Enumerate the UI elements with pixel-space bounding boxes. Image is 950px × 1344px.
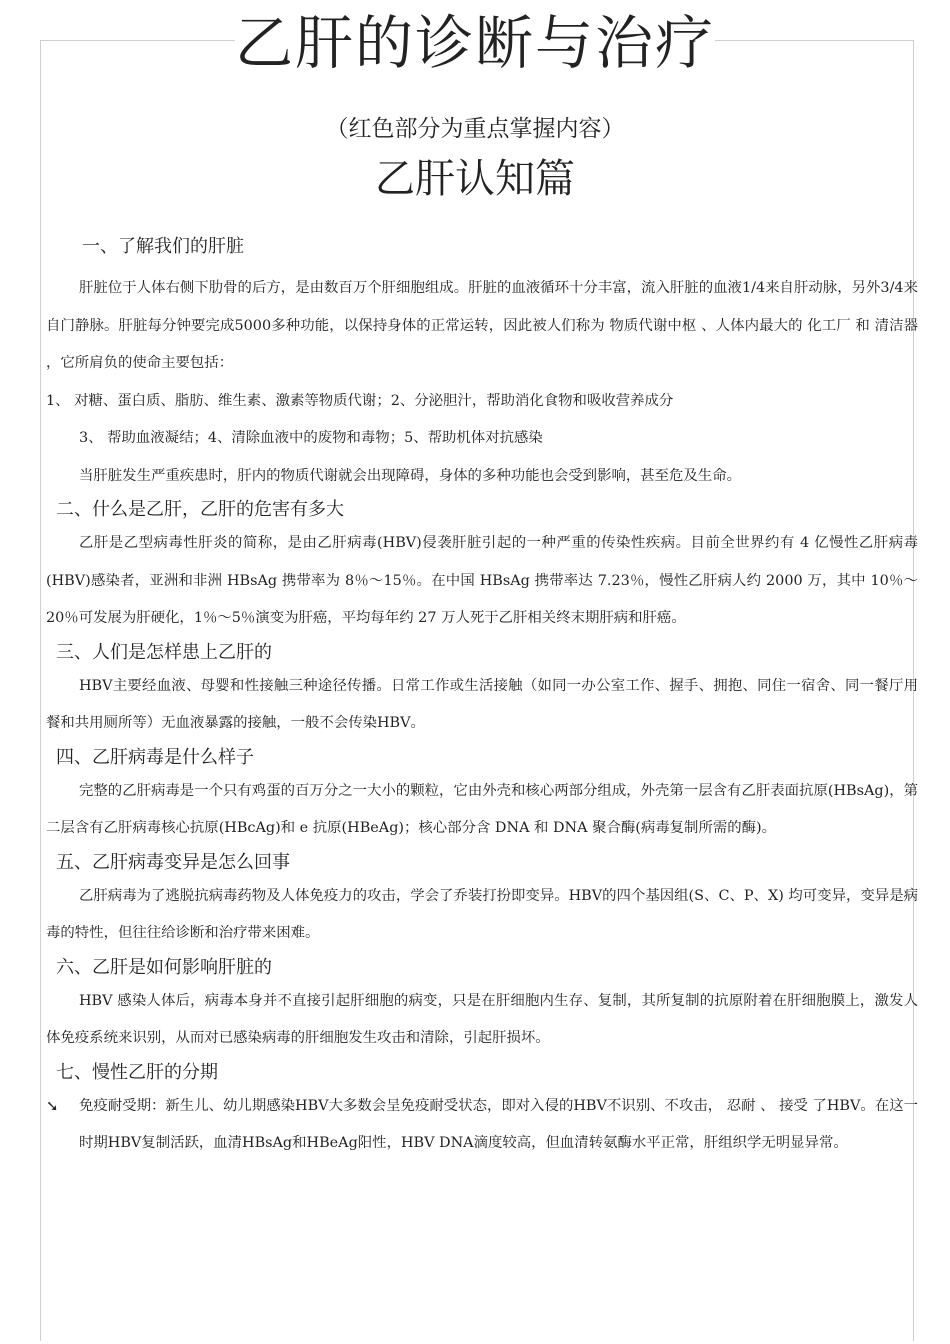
paragraph: 肝脏位于人体右侧下肋骨的后方，是由数百万个肝细胞组成。肝脏的血液循环十分丰富，流入肝脏的血液1/4来自肝动脉，另外3/4来自门静脉。肝脏每分钟要完成5000多种功能，以保持身体的正常运转，因此被人们称为 物质代谢中枢 、人体内最大的 化工厂 和 清洁器 ，它所肩负的使命主要包括： xyxy=(46,280,918,371)
section-transmission xyxy=(46,638,918,743)
paragraph: HBV 感染人体后，病毒本身并不直接引起肝细胞的病变，只是在肝细胞内生存、复制，其所复制的抗原附着在肝细胞膜上，激发人体免疫系统来识别，从而对已感染病毒的肝细胞发生攻击和清除，引起肝损坏。 xyxy=(46,992,918,1046)
paragraph: 3、 帮助血液凝结；4、清除血液中的废物和毒物；5、帮助机体对抗感染 xyxy=(79,430,543,446)
section-heading: 一、了解我们的肝脏 xyxy=(82,236,244,257)
section-stages xyxy=(46,1058,918,1163)
section-heading: 三、人们是怎样患上乙肝的 xyxy=(56,641,272,663)
section-title: 乙肝认知篇 xyxy=(375,156,575,202)
section-mutation xyxy=(46,848,918,953)
paragraph: 当肝脏发生严重疾患时，肝内的物质代谢就会出现障碍，身体的多种功能也会受到影响，甚至危及生命。 xyxy=(79,467,741,484)
subtitle: （红色部分为重点掌握内容） xyxy=(325,116,625,142)
section-liver-impact xyxy=(46,953,918,1058)
main-title: 乙肝的诊断与治疗 xyxy=(235,9,716,77)
section-virus-structure xyxy=(46,743,918,848)
paragraph: 乙肝是乙型病毒性肝炎的简称，是由乙肝病毒(HBV)侵袭肝脏引起的一种严重的传染性疾病。目前全世界约有 4 亿慢性乙肝病毒(HBV)感染者，亚洲和非洲 HBsAg 携带率为 8％～15％。在中国 HBsAg 携带率达 7.23％，慢性乙肝病人约 2000 万，其中 10％～20％可发展为肝硬化，1％～5％演变为肝癌，平均每年约 27 万人死于乙肝相关终末期肝病和肝癌。 xyxy=(46,535,918,626)
paragraph: 1、 对糖、蛋白质、脂肪、维生素、激素等物质代谢；2、分泌胆汁，帮助消化食物和吸收营养成分 xyxy=(46,392,674,409)
document-body xyxy=(46,232,918,1163)
paragraph: 完整的乙肝病毒是一个只有鸡蛋的百万分之一大小的颗粒，它由外壳和核心两部分组成，外壳第一层含有乙肝表面抗原(HBsAg)，第二层含有乙肝病毒核心抗原(HBcAg)和 e 抗原(HBeAg)；核心部分含 DNA 和 DNA 聚合酶(病毒复制所需的酶)。 xyxy=(46,782,918,836)
section-heading: 四、乙肝病毒是什么样子 xyxy=(56,746,254,768)
section-heading: 七、慢性乙肝的分期 xyxy=(56,1061,218,1083)
paragraph: HBV主要经血液、母婴和性接触三种途径传播。日常工作或生活接触（如同一办公室工作、握手、拥抱、同住一宿舍、同一餐厅用餐和共用厕所等）无血液暴露的接触，一般不会传染HBV。 xyxy=(46,677,918,731)
paragraph: 免疫耐受期：新生儿、幼儿期感染HBV大多数会呈免疫耐受状态，即对入侵的HBV不识别、不攻击， 忍耐 、 接受 了HBV。在这一时期HBV复制活跃，血清HBsAg和HBeAg阳性，HBV DNA滴度较高，但血清转氨酶水平正常，肝组织学无明显异常。 xyxy=(79,1097,918,1151)
section-liver xyxy=(46,232,918,495)
arrow-bullet-icon: ➘ xyxy=(46,1096,59,1115)
paragraph: 乙肝病毒为了逃脱抗病毒药物及人体免疫力的攻击，学会了乔装打扮即变异。HBV的四个基因组(S、C、P、X) 均可变异，变异是病毒的特性，但往往给诊断和治疗带来困难。 xyxy=(46,887,918,941)
list-item xyxy=(46,1088,918,1163)
section-heading: 六、乙肝是如何影响肝脏的 xyxy=(56,956,272,978)
section-what-is-hepb xyxy=(46,495,918,638)
section-heading: 五、乙肝病毒变异是怎么回事 xyxy=(56,851,290,873)
section-heading: 二、什么是乙肝，乙肝的危害有多大 xyxy=(56,499,344,520)
